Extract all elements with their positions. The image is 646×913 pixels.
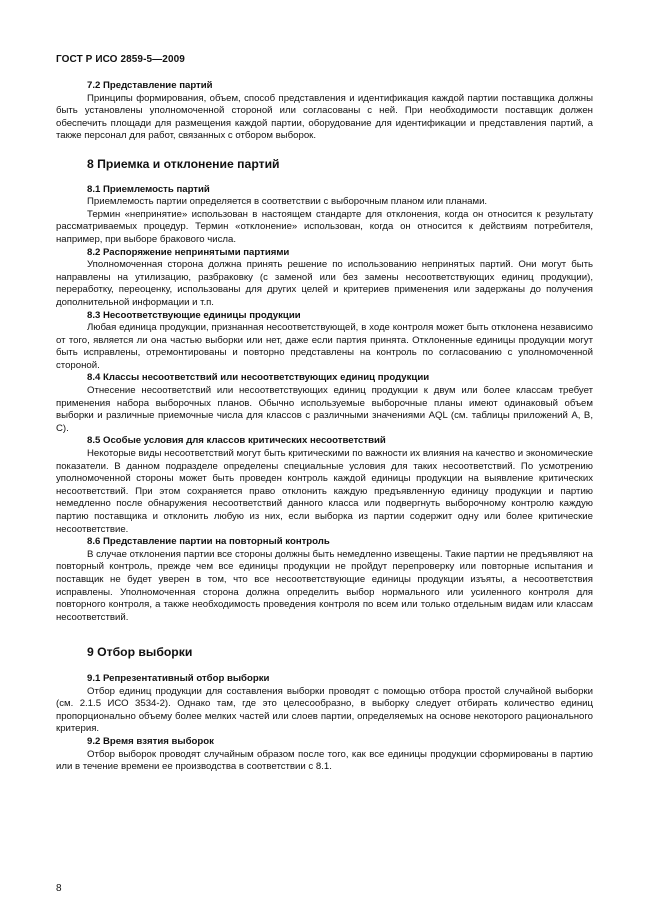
- document-header: ГОСТ Р ИСО 2859-5—2009: [56, 54, 185, 65]
- page-number: 8: [56, 883, 62, 894]
- paragraph: Отнесение несоответствий или несоответствующих единиц продукции к двум или более классам требует применения набора выборочных планов. Обычно используемые выборочные планы имеют одинаковый объем выборки и различные приемочные числа для классов с различными значениями AQL (см. таблицы приложений А, В, С).: [56, 385, 593, 434]
- section-8-6: [56, 536, 593, 624]
- section-8-2: [56, 247, 593, 310]
- subsection-title: 9.1 Репрезентативный отбор выборки: [87, 672, 270, 684]
- subsection-title: 8.3 Несоответствующие единицы продукции: [87, 309, 301, 321]
- paragraph: В случае отклонения партии все стороны должны быть немедленно извещены. Такие партии не предъявляют на повторный контроль, прежде чем все единицы продукции не пройдут перепроверку или повторные испытания и поставщик не будет уверен в том, что все несоответствующие единицы продукции изъяты, а несоответствия исправлены. Уполномоченная сторона должна определить выбор нормального или усиленного контроля для повторного контроля, а также необходимость проведения контроля по всем или только отдельным видам или классам несоответствий.: [56, 548, 593, 623]
- subsection-title: 9.2 Время взятия выборок: [87, 735, 214, 747]
- section-7-2: [56, 80, 593, 143]
- paragraph: Некоторые виды несоответствий могут быть критическими по важности их влияния на качество и экономические показатели. В данном подразделе определены специальные условия для таких несоответствий. По усмотрению уполномоченной стороны может быть проведен контроль каждой единицы продукции на выявление критических несоответствий. При этом сохраняется право отклонить каждую предъявленную единицу продукции и партию немедленно после обнаружения несоответствий данного класса или подвергнуть выборочному контролю каждую партию поставщика и отклонить любую из них, если выборка из партии содержит одну или более критические несоответствие.: [56, 448, 593, 535]
- subsection-title: 8.4 Классы несоответствий или несоответствующих единиц продукции: [87, 372, 430, 384]
- section-9-1: [56, 673, 593, 736]
- paragraph: Любая единица продукции, признанная несоответствующей, в ходе контроля может быть отклонена независимо от того, является ли она частью выборки или нет, даже если партия принята. Отклоненные единицы продукции могут быть исправлены, отремонтированы и повторно представлены на контроль по согласованию с уполномоченной стороной.: [56, 322, 593, 371]
- section-9-2: [56, 736, 593, 774]
- subsection-title: 8.2 Распоряжение непринятыми партиями: [87, 246, 290, 258]
- subsection-title: 8.1 Приемлемость партий: [87, 183, 210, 195]
- subsection-title: 7.2 Представление партий: [87, 80, 213, 91]
- section-8-3: [56, 310, 593, 373]
- section-8-5: [56, 435, 593, 536]
- paragraph: Принципы формирования, объем, способ представления и идентификация каждой партии поставщика должны быть установлены уполномоченной стороной или согласованы с ней. При необходимости поставщик должен обеспечить площади для размещения каждой партии, оборудование для идентификации и представления партий, а также персонал для работ, связанных с отбором выборок.: [56, 92, 593, 142]
- section-8-4: [56, 372, 593, 435]
- document-body: [56, 80, 593, 774]
- section-9-title: 9 Отбор выборки: [87, 645, 193, 660]
- paragraph: Термин «непринятие» использован в настоящем стандарте для отклонения, когда он относится к результату рассматриваемых процедур. Термин «отклонение» использован, когда он относится к действиям потребителя, например, при выборе бракового числа.: [56, 208, 593, 245]
- section-8-title: 8 Приемка и отклонение партий: [87, 156, 280, 171]
- paragraph: Приемлемость партии определяется в соответствии с выборочным планом или планами.: [87, 196, 488, 208]
- subsection-title: 8.5 Особые условия для классов критических несоответствий: [87, 435, 386, 447]
- section-8-1: [56, 184, 593, 247]
- paragraph: Отбор выборок проводят случайным образом после того, как все единицы продукции сформированы в партию или в течение времени ее производства в соответствии с 8.1.: [56, 748, 593, 773]
- paragraph: Уполномоченная сторона должна принять решение по использованию непринятых партий. Они могут быть направлены на утилизацию, разбраковку (с заменой или без замены несоответствующих единиц продукции), переработку, переоценку, использованы для других целей и критериев применения или задержаны до получения дополнительной информации и т.п.: [56, 259, 593, 308]
- subsection-title: 8.6 Представление партии на повторный контроль: [87, 536, 330, 548]
- paragraph: Отбор единиц продукции для составления выборки проводят с помощью отбора простой случайной выборки (см. 2.1.5 ИСО 3534-2). Однако там, где это целесообразно, в выборку следует отбирать количество единиц пропорционально объему более мелких частей или слоев партии, определяемых на основе некоторого рационального критерия.: [56, 685, 593, 735]
